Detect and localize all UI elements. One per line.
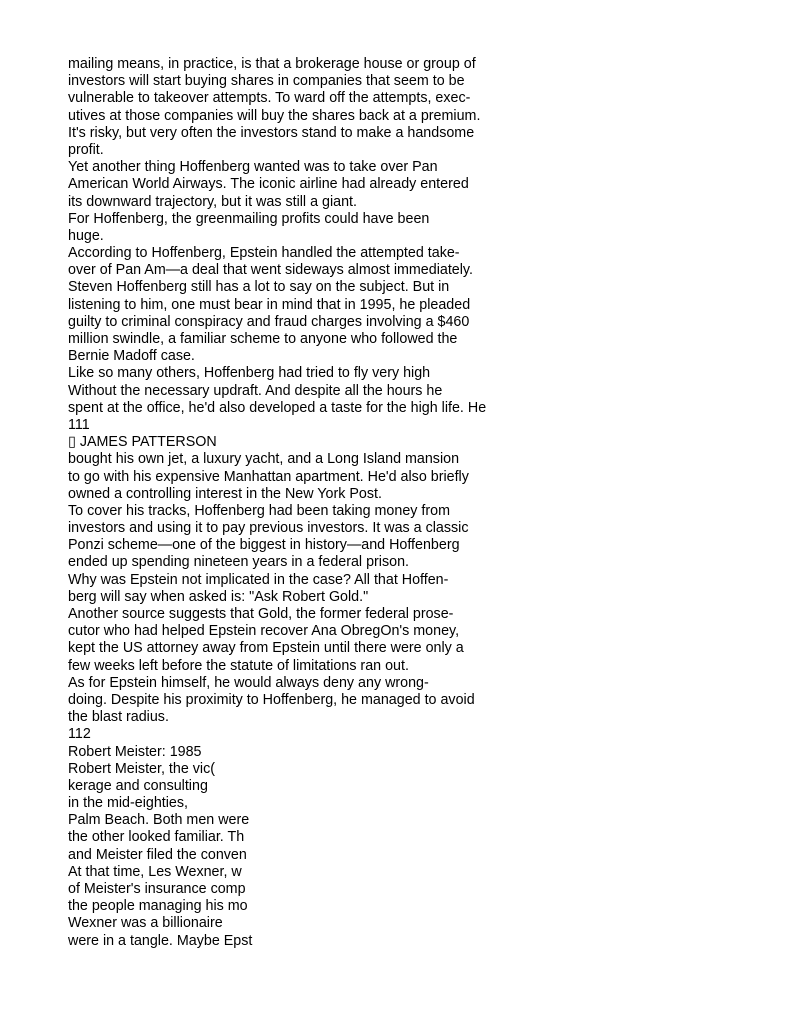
text-line: It's risky, but very often the investors stand to make a handsome	[68, 124, 475, 141]
text-line: Like so many others, Hoffenberg had tried to fly very high	[68, 365, 431, 382]
text-line: Palm Beach. Both men were	[68, 812, 250, 829]
text-line: listening to him, one must bear in mind that in 1995, he pleaded	[68, 296, 471, 313]
text-line: guilty to criminal conspiracy and fraud charges involving a $460	[68, 313, 470, 330]
text-line: spent at the office, he'd also developed a taste for the high life. He	[68, 399, 487, 416]
text-line: to go with his expensive Manhattan apartment. He'd also briefly	[68, 468, 469, 485]
text-line: ended up spending nineteen years in a federal prison.	[68, 554, 409, 571]
text-line: Another source suggests that Gold, the former federal prose-	[68, 606, 454, 622]
text-line: huge.	[68, 227, 104, 244]
document-text	[68, 56, 588, 950]
text-line: berg will say when asked is: "Ask Robert Gold."	[68, 588, 369, 605]
text-line: As for Epstein himself, he would always deny any wrong-	[68, 674, 429, 691]
text-line: and Meister filed the conven	[68, 846, 247, 863]
text-line: For Hoffenberg, the greenmailing profits could have been	[68, 210, 430, 227]
text-line: ▯ JAMES PATTERSON	[68, 434, 217, 451]
text-line: Ponzi scheme—one of the biggest in history—and Hoffenberg	[68, 537, 460, 554]
text-line: million swindle, a familiar scheme to anyone who followed the	[68, 331, 458, 347]
text-line: utives at those companies will buy the shares back at a premium.	[68, 107, 481, 124]
text-line: 112	[68, 726, 91, 743]
text-line: Bernie Madoff case.	[68, 348, 195, 365]
text-line: bought his own jet, a luxury yacht, and a Long Island mansion	[68, 451, 460, 468]
text-line: Why was Epstein not implicated in the case? All that Hoffen-	[68, 571, 449, 588]
text-line: Wexner was a billionaire	[68, 915, 223, 932]
text-line: few weeks left before the statute of limitations ran out.	[68, 657, 409, 674]
text-line: the blast radius.	[68, 709, 169, 726]
text-line: investors will start buying shares in companies that seem to be	[68, 73, 465, 90]
text-line: mailing means, in practice, is that a brokerage house or group of	[68, 56, 476, 72]
text-line: profit.	[68, 141, 104, 158]
text-line: Robert Meister, the vic(	[68, 760, 215, 777]
text-line: Yet another thing Hoffenberg wanted was to take over Pan	[68, 159, 438, 176]
text-line: Steven Hoffenberg still has a lot to say on the subject. But in	[68, 279, 450, 296]
text-line: owned a controlling interest in the New York Post.	[68, 485, 382, 502]
text-line: investors and using it to pay previous investors. It was a classic	[68, 520, 469, 537]
text-line: the people managing his mo	[68, 898, 248, 915]
text-line: American World Airways. The iconic airline had already entered	[68, 176, 469, 193]
text-line: kerage and consulting	[68, 777, 208, 794]
text-line: were in a tangle. Maybe Epst	[68, 932, 253, 949]
text-line: 111	[68, 416, 90, 433]
text-line: its downward trajectory, but it was still a giant.	[68, 193, 357, 210]
text-line: kept the US attorney away from Epstein until there were only a	[68, 640, 464, 657]
text-line: vulnerable to takeover attempts. To ward off the attempts, exec-	[68, 90, 471, 107]
text-line: doing. Despite his proximity to Hoffenberg, he managed to avoid	[68, 691, 475, 708]
text-line: Robert Meister: 1985	[68, 743, 202, 760]
text-line: in the mid-eighties,	[68, 795, 188, 812]
text-line: At that time, Les Wexner, w	[68, 863, 242, 880]
text-line: Without the necessary updraft. And despite all the hours he	[68, 382, 443, 399]
text-line: To cover his tracks, Hoffenberg had been taking money from	[68, 502, 450, 519]
text-line: of Meister's insurance comp	[68, 881, 246, 897]
text-line: over of Pan Am—a deal that went sideways almost immediately.	[68, 262, 473, 279]
text-line: the other looked familiar. Th	[68, 829, 245, 846]
text-line: cutor who had helped Epstein recover Ana ObregOn's money,	[68, 623, 460, 640]
text-line: According to Hoffenberg, Epstein handled the attempted take-	[68, 245, 460, 262]
